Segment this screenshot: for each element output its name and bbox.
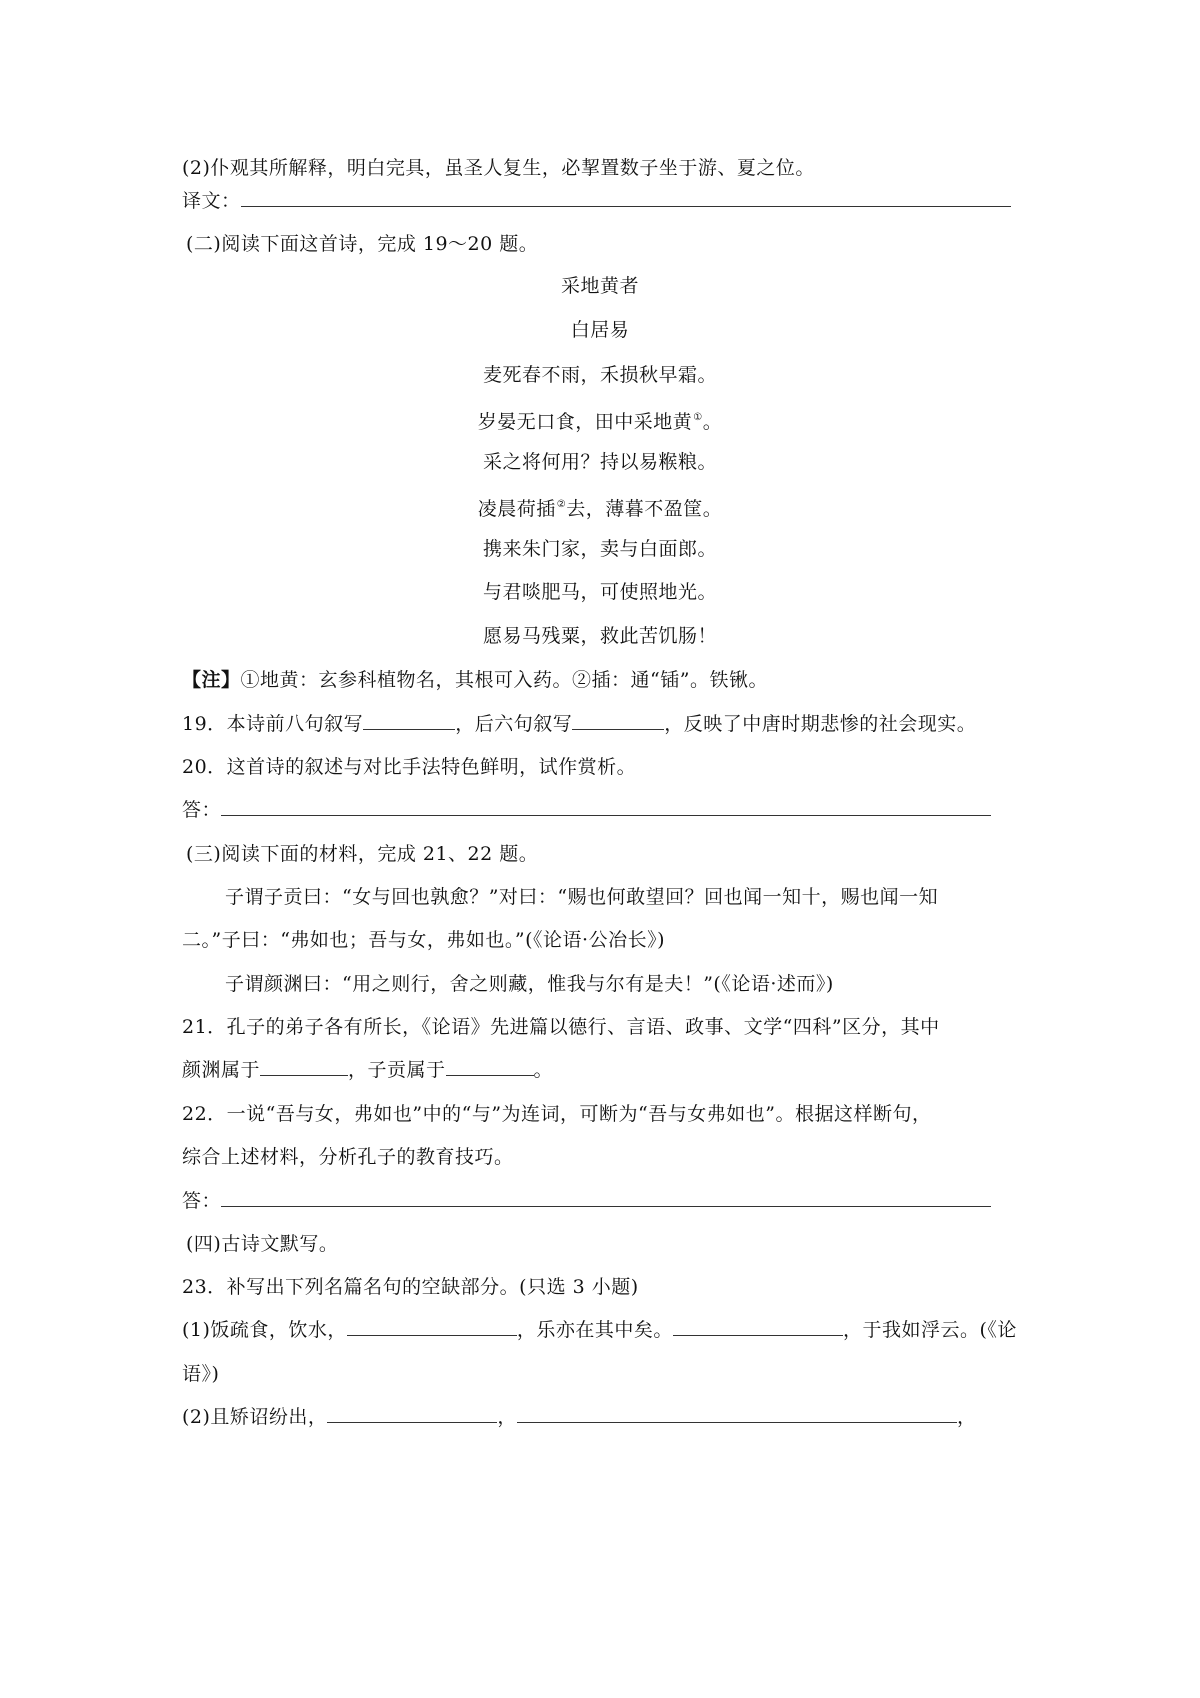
q23-2-blank-1[interactable] xyxy=(327,1404,497,1423)
q23-2-blank-2[interactable] xyxy=(517,1404,957,1423)
poem-line-6: 与君啖肥马，可使照地光。 xyxy=(482,581,717,603)
q19-blank-1[interactable] xyxy=(363,711,455,730)
translation-label: 译文： xyxy=(182,190,241,212)
poem-author: 白居易 xyxy=(570,319,630,341)
section4-heading: (四)古诗文默写。 xyxy=(186,1233,339,1255)
q23: 23．补写出下列名篇名句的空缺部分。(只选 3 小题) xyxy=(182,1276,639,1298)
poem-line-4: 凌晨荷插②去，薄暮不盈筐。 xyxy=(477,498,723,520)
q19-blank-2[interactable] xyxy=(572,711,664,730)
material-p2: 子谓颜渊曰：“用之则行，舍之则藏，惟我与尔有是夫！”(《论语·述而》) xyxy=(225,973,834,995)
poem-line-5: 携来朱门家，卖与白面郎。 xyxy=(482,538,717,560)
q22-answer-line xyxy=(182,1186,991,1216)
section3-heading: (三)阅读下面的材料，完成 21、22 题。 xyxy=(186,843,539,865)
q21-blank-2[interactable] xyxy=(446,1057,534,1076)
q20-answer-rule[interactable] xyxy=(221,797,991,816)
q18-2-sentence: (2)仆观其所解释，明白完具，虽圣人复生，必挈置数子坐于游、夏之位。 xyxy=(182,157,815,179)
q23-1-blank-2[interactable] xyxy=(673,1317,843,1336)
translation-answer-line[interactable] xyxy=(241,188,1011,207)
q20: 20．这首诗的叙述与对比手法特色鲜明，试作赏析。 xyxy=(182,756,637,778)
q23-item1-line2: 语》) xyxy=(182,1363,220,1385)
section2-heading: (二)阅读下面这首诗，完成 19～20 题。 xyxy=(186,233,539,255)
q21-line2: 颜渊属于 ，子贡属于 。 xyxy=(182,1059,554,1081)
answer-label: 答： xyxy=(182,799,222,821)
q21-line1: 21．孔子的弟子各有所长，《论语》先进篇以德行、言语、政事、文学“四科”区分，其中 xyxy=(182,1016,940,1038)
note-marker-2: ② xyxy=(556,499,567,510)
note-marker-1: ① xyxy=(693,412,703,423)
poem-line-2: 岁晏无口食，田中采地黄①。 xyxy=(477,411,723,433)
q19: 19．本诗前八句叙写 ，后六句叙写 ，反映了中唐时期悲惨的社会现实。 xyxy=(182,713,977,735)
q23-item1-line1: (1)饭疏食，饮水， ，乐亦在其中矣。 ，于我如浮云。(《论 xyxy=(182,1319,1017,1341)
poem-line-1: 麦死春不雨，禾损秋早霜。 xyxy=(482,364,717,386)
answer-label: 答： xyxy=(182,1190,222,1212)
note-text: ①地黄：玄参科植物名，其根可入药。②插：通“锸”。铁锹。 xyxy=(240,669,768,691)
q23-1-blank-1[interactable] xyxy=(347,1317,517,1336)
q22-line1: 22．一说“吾与女，弗如也”中的“与”为连词，可断为“吾与女弗如也”。根据这样断句， xyxy=(182,1103,932,1125)
q22-answer-rule[interactable] xyxy=(221,1188,991,1207)
poem-note xyxy=(182,665,768,695)
q22-line2: 综合上述材料，分析孔子的教育技巧。 xyxy=(182,1146,514,1168)
translation-line xyxy=(182,186,1011,216)
q23-item2: (2)且矫诏纷出， ， ， xyxy=(182,1406,977,1428)
material-p1-line2: 二。”子曰：“弗如也；吾与女，弗如也。”(《论语·公冶长》) xyxy=(182,929,666,951)
poem-title: 采地黄者 xyxy=(560,275,639,297)
material-p1-line1: 子谓子贡曰：“女与回也孰愈？”对曰：“赐也何敢望回？回也闻一知十，赐也闻一知 xyxy=(225,886,939,908)
q21-blank-1[interactable] xyxy=(260,1057,348,1076)
q20-answer-line xyxy=(182,795,991,825)
poem-line-3: 采之将何用？持以易糇粮。 xyxy=(482,451,717,473)
note-tag: 【注】 xyxy=(182,669,241,691)
poem-line-7: 愿易马残粟，救此苦饥肠！ xyxy=(482,625,717,647)
